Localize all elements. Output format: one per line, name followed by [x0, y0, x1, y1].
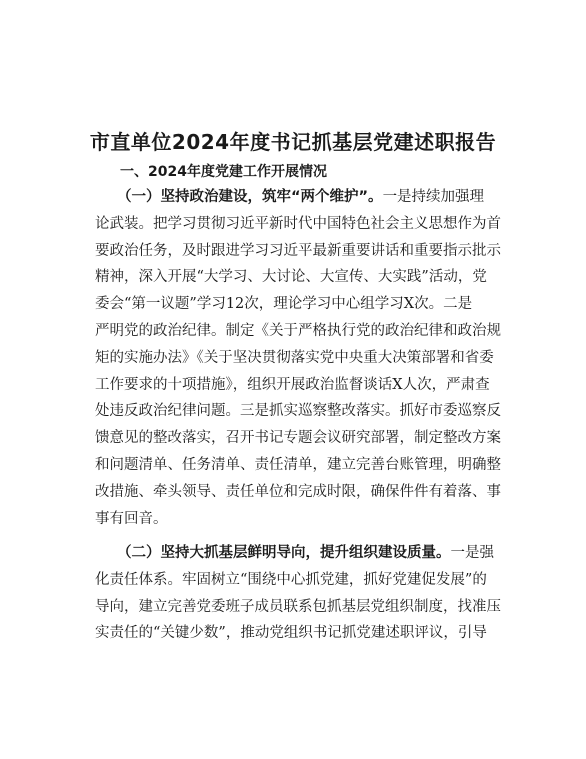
paragraph-line: 和问题清单、任务清单、责任清单，建立完善台账管理，明确整 [95, 456, 501, 473]
paragraph-political-construction [95, 184, 503, 532]
paragraph-line [95, 184, 503, 211]
section-heading: 一、2024年度党建工作开展情况 [120, 164, 327, 180]
paragraph-line [95, 540, 503, 567]
paragraph-line: 导向，建立完善党委班子成员联系包抓基层党组织制度，找准压 [95, 598, 501, 615]
paragraph-line: 工作要求的十项措施》，组织开展政治监督谈话X人次，严肃查 [95, 376, 490, 393]
paragraph-line: 委会“第一议题”学习12次，理论学习中心组学习X次。二是 [95, 296, 473, 313]
paragraph-line: 改措施、牵头领导、责任单位和完成时限，确保件件有着落、事 [95, 483, 501, 500]
paragraph-line: 化责任体系。牢固树立“围绕中心抓党建，抓好党建促发展”的 [95, 571, 487, 588]
paragraph-line-text: 一是持续加强理 [382, 189, 485, 205]
paragraph-line: 严明党的政治纪律。制定《关于严格执行党的政治纪律和政治规 [95, 322, 501, 339]
paragraph-line: 事有回音。 [95, 510, 168, 527]
paragraph-line: 实责任的“关键少数”，推动党组织书记抓党建述职评议，引导 [95, 625, 487, 642]
paragraph-line: 馈意见的整改落实，召开书记专题会议研究部署，制定整改方案 [95, 430, 501, 447]
paragraph-line: 精神，深入开展“大学习、大讨论、大宣传、大实践”活动，党 [95, 269, 487, 286]
paragraph-lead-heading: （一）坚持政治建设，筑牢“两个维护”。 [117, 189, 383, 205]
paragraph-line: 矩的实施办法》《关于坚决贯彻落实党中央重大决策部署和省委 [95, 349, 494, 366]
paragraph-lead-heading: （二）坚持大抓基层鲜明导向，提升组织建设质量。 [117, 545, 451, 561]
paragraph-organization-construction [95, 540, 503, 647]
document-title: 市直单位2024年度书记抓基层党建述职报告 [89, 130, 497, 154]
paragraph-line: 论武装。把学习贯彻习近平新时代中国特色社会主义思想作为首 [95, 215, 501, 232]
paragraph-line-text: 一是强 [450, 545, 494, 561]
paragraph-line: 处违反政治纪律问题。三是抓实巡察整改落实。抓好市委巡察反 [95, 403, 501, 420]
paragraph-line: 要政治任务，及时跟进学习习近平最新重要讲话和重要指示批示 [95, 242, 501, 259]
